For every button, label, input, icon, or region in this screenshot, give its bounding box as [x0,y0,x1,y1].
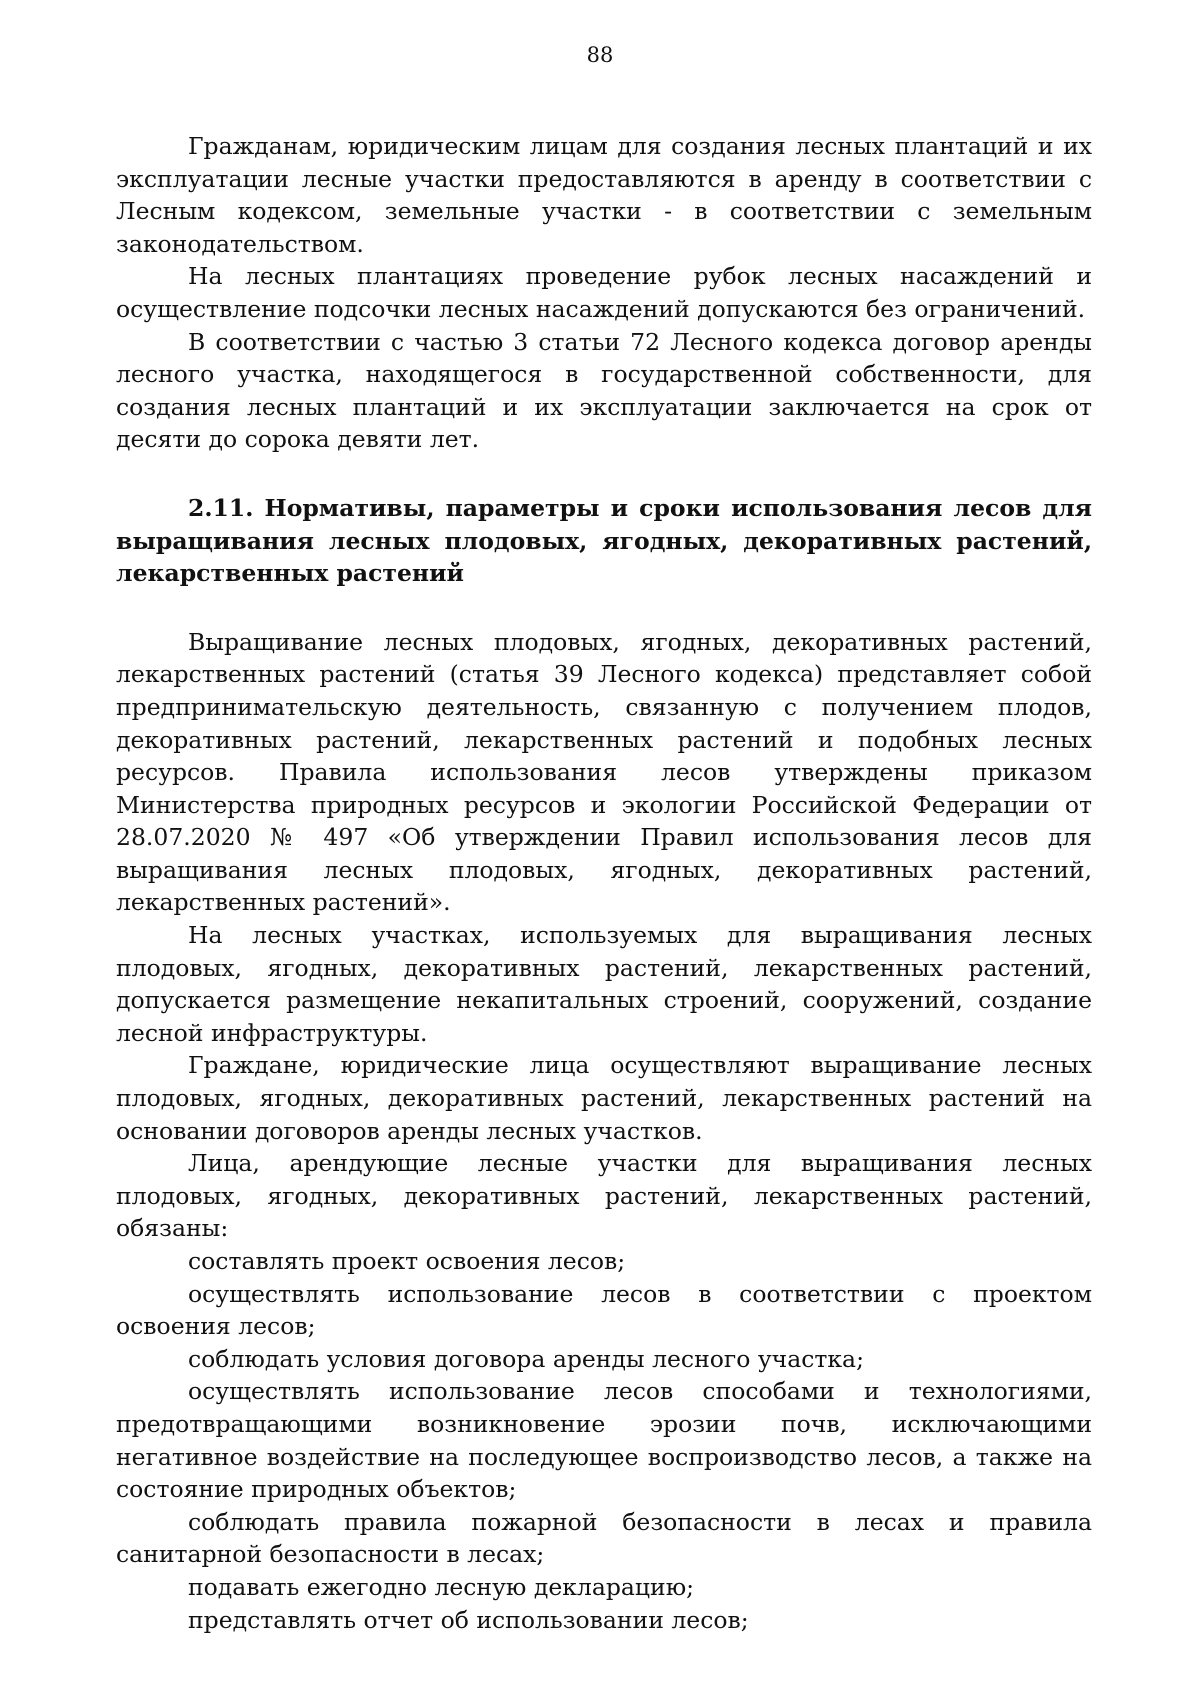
list-item-erosion-prevention: осуществлять использование лесов способами и технологиями, предотвращающими возникновение эрозии почв, исключающими негативное воздействие на последующее воспроизводство лесов, а также на состояние природных объектов; [116,1377,1092,1504]
page-number: 88 [586,43,614,67]
list-item-use-per-project: осуществлять использование лесов в соответствии с проектом освоения лесов; [116,1279,1092,1341]
list-item-development-project: составлять проект освоения лесов; [188,1247,626,1275]
paragraph-infrastructure: На лесных участках, используемых для выращивания лесных плодовых, ягодных, декоративных растений, лекарственных растений, допускается размещение некапитальных строений, сооружений, создание лесной инфраструктуры. [116,921,1092,1047]
paragraph-lease-term: В соответствии с частью 3 статьи 72 Лесного кодекса договор аренды лесного участка, находящегося в государственной собственности, для создания лесных плантаций и их эксплуатации заключается на срок от десяти до сорока девяти лет. [116,327,1092,454]
paragraph-lease-basis: Граждане, юридические лица осуществляют выращивание лесных плодовых, ягодных, декоративных растений, лекарственных растений на основании договоров аренды лесных участков. [116,1051,1092,1145]
document-body [116,130,1092,1636]
paragraph-plantation-lease: Гражданам, юридическим лицам для создания лесных плантаций и их эксплуатации лесные участки предоставляются в аренду в соответствии с Лесным кодексом, земельные участки - в соответствии с земельным законодательством. [116,132,1092,258]
section-heading: 2.11. Нормативы, параметры и сроки использования лесов для выращивания лесных плодовых, ягодных, декоративных растений, лекарственных растений [116,493,1092,588]
list-item-forest-declaration: подавать ежегодно лесную декларацию; [188,1572,695,1601]
list-item-lease-conditions: соблюдать условия договора аренды лесного участка; [188,1344,864,1373]
paragraph-cultivation-definition: Выращивание лесных плодовых, ягодных, декоративных растений, лекарственных растений (статья 39 Лесного кодекса) представляет собой предпринимательскую деятельность, связанную с получением плодов, декоративных растений, лекарственных растений и подобных лесных ресурсов. Правила использования лесов утверждены приказом Министерства природных ресурсов и экологии Российской Федерации от 28.07.2020 № 497 «Об утверждении Правил использования лесов для выращивания лесных плодовых, ягодных, декоративных растений, лекарственных растений». [116,627,1092,917]
paragraph-obligations-intro: Лица, арендующие лесные участки для выращивания лесных плодовых, ягодных, декоративных растений, лекарственных растений, обязаны: [116,1149,1092,1243]
list-item-fire-safety: соблюдать правила пожарной безопасности в лесах и правила санитарной безопасности в лесах; [116,1507,1092,1569]
paragraph-plantation-felling: На лесных плантациях проведение рубок лесных насаждений и осуществление подсочки лесных насаждений допускаются без ограничений. [116,262,1092,323]
list-item-usage-report: представлять отчет об использовании лесов; [188,1605,749,1634]
